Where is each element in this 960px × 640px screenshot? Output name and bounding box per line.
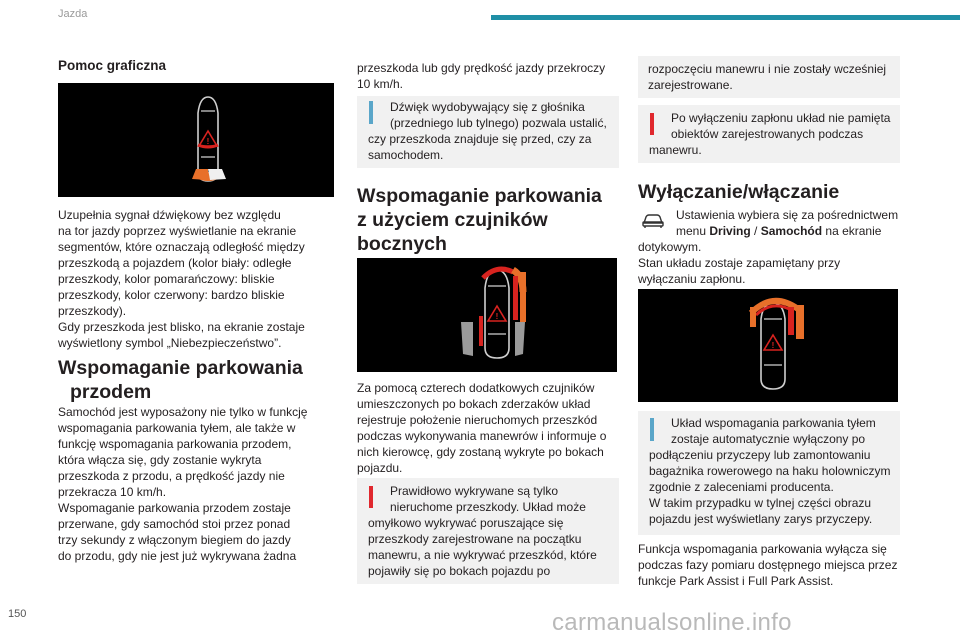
watermark: carmanualsonline.info <box>552 609 792 636</box>
info-icon <box>369 101 373 124</box>
paragraph-park-assist <box>638 541 928 589</box>
header-accent-bar <box>491 15 960 20</box>
info-note-trailer <box>638 411 900 535</box>
note-line: zgodnie z zaleceniami producenta. <box>649 480 834 494</box>
note-line: zostaje automatycznie wyłączony po <box>671 432 866 446</box>
svg-text:!: ! <box>771 341 775 350</box>
svg-text:!: ! <box>495 312 499 321</box>
note-line: pojawiły się po bokach pojazdu po <box>368 564 551 578</box>
menu-driving-label: Driving <box>709 224 751 238</box>
paragraph-side-sensors <box>357 380 627 476</box>
note-line: Po wyłączeniu zapłonu układ nie pamięta <box>671 111 891 125</box>
heading-line: Wspomaganie parkowania <box>58 357 303 379</box>
note-line: Układ wspomagania parkowania tyłem <box>671 416 876 430</box>
paragraph-front-parking-assist <box>58 404 348 564</box>
text-line: Uzupełnia sygnał dźwiękowy bez względu <box>58 208 281 222</box>
heading-front-parking-assist <box>58 356 348 404</box>
note-line: samochodem. <box>368 148 444 162</box>
note-line: Prawidłowo wykrywane są tylko <box>390 484 559 498</box>
text-line: podczas fazy pomiaru dostępnego miejsca przez <box>638 558 898 572</box>
note-line: manewru, a nie wykrywać przeszkód, które <box>368 548 597 562</box>
info-note-speaker <box>357 96 619 168</box>
note-line: pojazdu jest wyświetlany zarys przyczepy. <box>649 512 873 526</box>
note-line: bagażnika rowerowego na haku holowniczym <box>649 464 891 478</box>
heading-side-sensors <box>357 184 627 256</box>
text-line: przeszkody). <box>58 304 127 318</box>
paragraph-graphic-aid <box>58 207 348 351</box>
note-line: obiektów zarejestrowanych podczas <box>671 127 864 141</box>
text-line: funkcje Park Assist i Full Park Assist. <box>638 574 834 588</box>
text-line: Stan układu zostaje zapamiętany przy <box>638 256 841 270</box>
figure-on-off <box>638 289 898 402</box>
text-line: 10 km/h. <box>357 77 404 91</box>
text-line: Samochód jest wyposażony nie tylko w funkcję <box>58 405 308 419</box>
text-line: przeszkoda lub gdy prędkość jazdy przekroczy <box>357 61 606 75</box>
text-line: trzy sekundy z włączonym biegiem do jazdy <box>58 533 291 547</box>
paragraph-settings <box>638 207 908 287</box>
section-title: Jazda <box>58 8 88 20</box>
text-line: przerwane, gdy samochód stoi przez ponad <box>58 517 291 531</box>
text-line: przeszkoda z przodu, a prędkość jazdy nie <box>58 469 285 483</box>
note-line: W takim przypadku w tylnej części obrazu <box>649 496 872 510</box>
warning-icon <box>650 113 654 135</box>
note-line: Dźwięk wydobywający się z głośnika <box>390 100 585 114</box>
heading-graphic-aid: Pomoc graficzna <box>58 58 167 73</box>
note-line: nieruchome przeszkody. Układ może <box>390 500 586 514</box>
text-fragment: menu <box>676 224 710 238</box>
note-line: przeszkody zarejestrowane na początku <box>368 532 582 546</box>
text-line: przekracza 10 km/h. <box>58 485 167 499</box>
text-line: przeszkody, kolor czerwony: bardzo bliskie <box>58 288 285 302</box>
text-line: Gdy przeszkoda jest blisko, na ekranie zostaje <box>58 320 305 334</box>
note-line: czy przeszkoda znajduje się przed, czy za <box>368 132 592 146</box>
menu-samochod-label: Samochód <box>760 224 823 238</box>
text-line: segmentów, które oznaczają odległość między <box>58 240 305 254</box>
car-side-sensors-illustration <box>357 258 617 372</box>
svg-text:!: ! <box>206 137 210 146</box>
text-line: do przodu, gdy nie jest już wykrywana żadna <box>58 549 297 563</box>
note-line: omyłkowo wykrywać poruszające się <box>368 516 564 530</box>
text-line-menu <box>638 223 908 239</box>
note-line: manewru. <box>649 143 702 157</box>
heading-line: Wspomaganie parkowania <box>357 185 602 207</box>
text-line: wyłączaniu zapłonu. <box>638 272 746 286</box>
warning-note-static-obstacles <box>357 478 619 584</box>
note-line: (przedniego lub tylnego) pozwala ustalić, <box>390 116 607 130</box>
heading-line: z użyciem czujników <box>357 209 548 231</box>
warning-icon <box>369 486 373 508</box>
warning-note-continued <box>638 56 900 98</box>
car-front-sensors-illustration <box>638 289 898 402</box>
text-line: wyświetlony symbol „Niebezpieczeństwo”. <box>58 336 282 350</box>
text-fragment: / <box>750 224 761 238</box>
text-line: rejestruje położenie nieruchomych przeszkód <box>357 413 598 427</box>
heading-line: bocznych <box>357 233 447 255</box>
heading-line: przodem <box>70 381 152 403</box>
figure-rear-graphic-aid <box>58 83 334 197</box>
text-line: Funkcja wspomagania parkowania wyłącza się <box>638 542 887 556</box>
text-fragment: na ekranie <box>822 224 882 238</box>
text-line: na tor jazdy poprzez wyświetlanie na ekranie <box>58 224 297 238</box>
text-line: pojazdu. <box>357 461 403 475</box>
text-line: Ustawienia wybiera się za pośrednictwem <box>676 208 899 222</box>
text-line: która włącza się, gdy zostanie wykryta <box>58 453 262 467</box>
figure-side-sensors <box>357 258 617 372</box>
car-rear-sensors-illustration <box>58 83 334 197</box>
text-line: nich kierowcę, gdy zostaną wykryte po bokach <box>357 445 604 459</box>
text-line: Za pomocą czterech dodatkowych czujników <box>357 381 595 395</box>
text-line: przeszkodą a pojazdem (kolor biały: odległe <box>58 256 292 270</box>
heading-on-off: Wyłączanie/włączanie <box>638 181 840 203</box>
paragraph-front-assist-continued <box>357 60 627 92</box>
text-line: podczas wykonywania manewrów i informuje o <box>357 429 607 443</box>
note-line: zarejestrowane. <box>648 78 733 92</box>
page-number: 150 <box>8 608 27 620</box>
text-line: Wspomaganie parkowania przodem zostaje <box>58 501 291 515</box>
text-line: umieszczonych po bokach zderzaków układ <box>357 397 591 411</box>
note-line: podłączeniu przyczepy lub zamontowaniu <box>649 448 871 462</box>
note-line: rozpoczęciu manewru i nie zostały wcześniej <box>648 62 887 76</box>
text-line: funkcję wspomagania parkowania przodem, <box>58 437 292 451</box>
text-line: przeszkody, kolor pomarańczowy: bliskie <box>58 272 275 286</box>
warning-note-ignition <box>638 105 900 163</box>
text-line: wspomagania parkowania tyłem, ale także w <box>58 421 296 435</box>
text-line: dotykowym. <box>638 240 702 254</box>
info-icon <box>650 418 654 441</box>
